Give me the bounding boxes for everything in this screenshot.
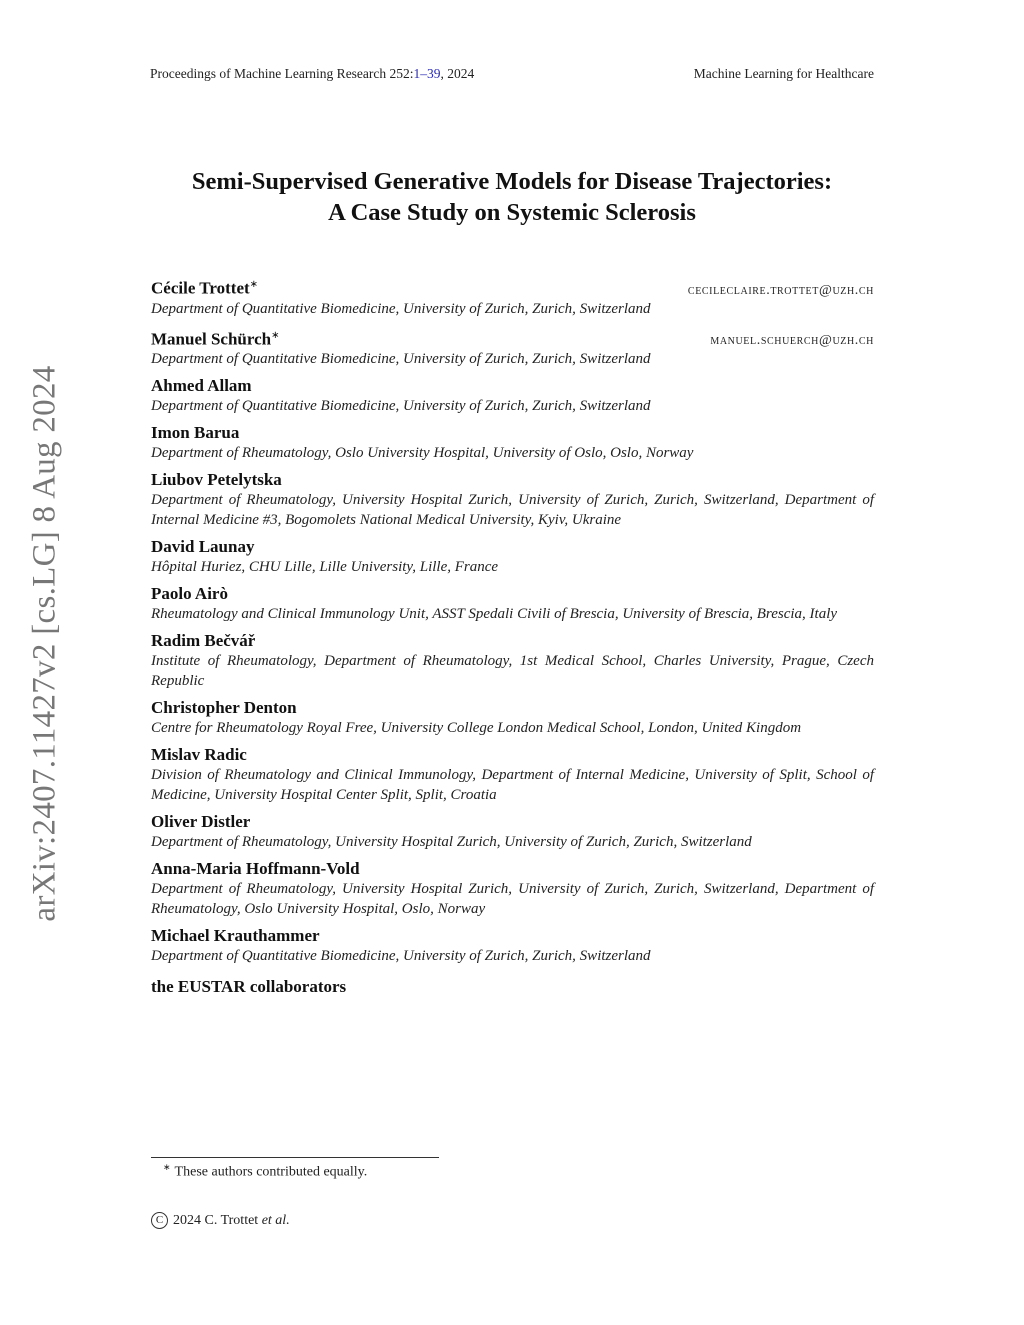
author-name-text: Michael Krauthammer bbox=[151, 926, 320, 946]
author-name bbox=[151, 925, 320, 946]
author-name-text: Paolo Airò bbox=[151, 584, 228, 604]
track-name: Machine Learning for Healthcare bbox=[693, 66, 874, 81]
venue-prefix: Proceedings of Machine Learning Research 252: bbox=[150, 66, 414, 81]
author-affiliation: Department of Rheumatology, University Hospital Zurich, University of Zurich, Zurich, Switzerland bbox=[151, 834, 752, 851]
copyright-etal: et al. bbox=[261, 1212, 290, 1228]
author-name bbox=[151, 422, 239, 443]
author-block bbox=[151, 422, 874, 463]
author-name-text: Radim Bečvář bbox=[151, 631, 256, 651]
author-block bbox=[151, 925, 874, 966]
author-name-text: Cécile Trottet bbox=[151, 278, 250, 298]
author-affiliation: Department of Rheumatology, University Hospital Zurich, University of Zurich, Zurich, Switzerland, Department of Internal Medicine #3, Bogomolets National Medical University, Kyiv, Ukraine bbox=[151, 492, 874, 529]
author-heading bbox=[151, 858, 874, 879]
author-affiliation: Rheumatology and Clinical Immunology Unit, ASST Spedali Civili of Brescia, University of Brescia, Brescia, Italy bbox=[151, 606, 838, 623]
author-block bbox=[151, 274, 874, 319]
equal-contribution-mark: ∗ bbox=[249, 279, 259, 290]
author-block bbox=[151, 976, 874, 997]
author-name bbox=[151, 858, 360, 879]
author-name-text: Anna-Maria Hoffmann-Vold bbox=[151, 859, 360, 879]
author-affiliation: Department of Quantitative Biomedicine, University of Zurich, Zurich, Switzerland bbox=[151, 351, 651, 368]
author-name-text: Imon Barua bbox=[151, 423, 240, 443]
author-name bbox=[151, 811, 250, 832]
copyright-notice bbox=[151, 1212, 290, 1229]
author-heading bbox=[151, 925, 874, 946]
page-range-link[interactable]: 1–39 bbox=[413, 66, 441, 81]
author-heading bbox=[151, 976, 874, 997]
author-name-text: Liubov Petelytska bbox=[151, 470, 282, 490]
author-name bbox=[151, 325, 280, 350]
author-name bbox=[151, 469, 282, 490]
author-affiliation: Division of Rheumatology and Clinical Immunology, Department of Internal Medicine, University of Split, School of Medicine, University Hospital Center Split, Split, Croatia bbox=[151, 767, 874, 804]
venue-line bbox=[150, 66, 474, 82]
author-block bbox=[151, 630, 874, 691]
title-line-2: A Case Study on Systemic Sclerosis bbox=[328, 199, 696, 226]
author-block bbox=[151, 469, 874, 530]
arxiv-identifier[interactable]: arXiv:2407.11427v2 [cs.LG] 8 Aug 2024 bbox=[26, 364, 63, 922]
author-affiliation: Centre for Rheumatology Royal Free, University College London Medical School, London, United Kingdom bbox=[151, 720, 802, 737]
author-name-text: the EUSTAR collaborators bbox=[151, 977, 347, 997]
running-header bbox=[150, 66, 874, 82]
author-name bbox=[151, 630, 255, 651]
author-heading bbox=[151, 697, 874, 718]
author-heading bbox=[151, 375, 874, 396]
author-heading bbox=[151, 744, 874, 765]
author-email[interactable]: manuel.schuerch@uzh.ch bbox=[710, 333, 874, 349]
author-affiliation: Hôpital Huriez, CHU Lille, Lille University, Lille, France bbox=[151, 559, 499, 576]
author-heading bbox=[151, 536, 874, 557]
author-email[interactable]: cecileclaire.trottet@uzh.ch bbox=[687, 282, 874, 298]
author-block bbox=[151, 811, 874, 852]
venue-suffix: , 2024 bbox=[440, 66, 475, 81]
equal-contribution-mark: ∗ bbox=[271, 329, 280, 341]
copyright-icon: C bbox=[151, 1212, 168, 1229]
author-name bbox=[151, 744, 247, 765]
author-name bbox=[151, 274, 258, 299]
author-block bbox=[151, 536, 874, 577]
author-affiliation: Department of Quantitative Biomedicine, University of Zurich, Zurich, Switzerland bbox=[151, 948, 651, 965]
author-block bbox=[151, 325, 874, 370]
copyright-holder: 2024 C. Trottet bbox=[173, 1212, 262, 1228]
author-block bbox=[151, 375, 874, 416]
author-block bbox=[151, 583, 874, 624]
author-list bbox=[151, 274, 874, 1003]
paper-title bbox=[110, 166, 914, 228]
copyright-text bbox=[173, 1213, 290, 1229]
author-name-text: David Launay bbox=[151, 537, 255, 557]
author-name bbox=[151, 976, 346, 997]
title-line-1: Semi-Supervised Generative Models for Disease Trajectories: bbox=[191, 168, 833, 195]
author-affiliation: Institute of Rheumatology, Department of Rheumatology, 1st Medical School, Charles University, Prague, Czech Republic bbox=[151, 653, 874, 690]
author-affiliation: Department of Quantitative Biomedicine, University of Zurich, Zurich, Switzerland bbox=[151, 300, 651, 317]
arxiv-stamp bbox=[20, 358, 70, 928]
author-name-text: Ahmed Allam bbox=[151, 376, 252, 396]
author-name-text: Christopher Denton bbox=[151, 698, 297, 718]
author-name-text: Mislav Radic bbox=[151, 745, 247, 765]
author-name-text: Oliver Distler bbox=[151, 812, 251, 832]
footnote-text: These authors contributed equally. bbox=[174, 1164, 368, 1180]
author-block bbox=[151, 858, 874, 919]
author-name bbox=[151, 583, 228, 604]
author-name bbox=[151, 375, 252, 396]
author-name bbox=[151, 536, 254, 557]
author-block bbox=[151, 697, 874, 738]
author-affiliation: Department of Quantitative Biomedicine, University of Zurich, Zurich, Switzerland bbox=[151, 398, 651, 415]
author-name-text: Manuel Schürch bbox=[151, 329, 272, 349]
author-affiliation: Department of Rheumatology, Oslo University Hospital, University of Oslo, Oslo, Norway bbox=[151, 445, 694, 462]
author-name bbox=[151, 697, 297, 718]
author-heading bbox=[151, 422, 874, 443]
author-heading bbox=[151, 325, 874, 350]
author-heading bbox=[151, 811, 874, 832]
author-block bbox=[151, 744, 874, 805]
author-heading bbox=[151, 630, 874, 651]
author-heading bbox=[151, 274, 874, 299]
author-heading bbox=[151, 583, 874, 604]
footnote-divider bbox=[151, 1157, 439, 1158]
author-affiliation: Department of Rheumatology, University Hospital Zurich, University of Zurich, Zurich, Switzerland, Department of Rheumatology, Oslo University Hospital, Oslo, Norway bbox=[151, 881, 874, 918]
footnote-mark: ∗ bbox=[163, 1162, 171, 1172]
author-heading bbox=[151, 469, 874, 490]
footnote bbox=[163, 1162, 367, 1181]
